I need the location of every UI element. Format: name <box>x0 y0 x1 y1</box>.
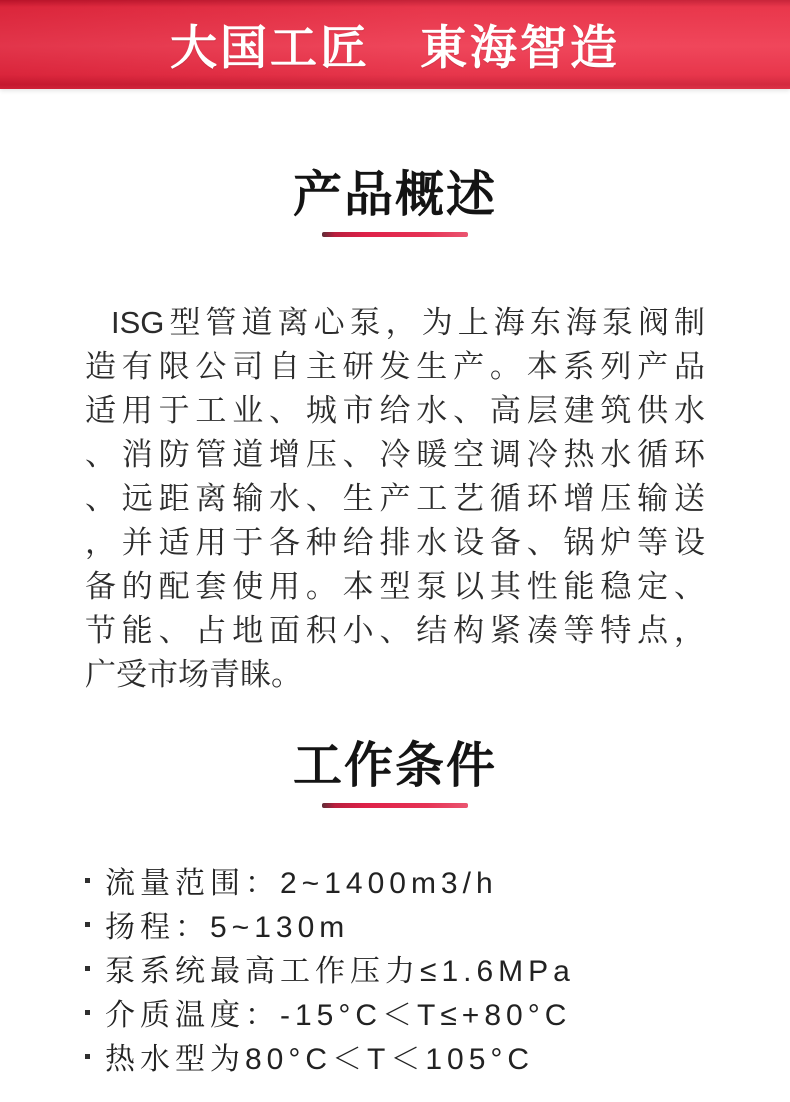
conditions-list <box>85 858 705 1078</box>
overview-paragraph <box>85 301 705 697</box>
top-banner <box>0 0 790 89</box>
square-bullet-icon <box>85 1010 90 1015</box>
condition-text: 扬程：5~130m <box>105 911 350 944</box>
overview-line: 广受市场青睐。 <box>85 657 302 692</box>
square-bullet-icon <box>85 1054 90 1059</box>
overview-line: 、远距离输水、生产工艺循环增压输送 <box>85 481 705 516</box>
condition-text: 流量范围：2~1400m3/h <box>105 867 498 900</box>
square-bullet-icon <box>85 966 90 971</box>
square-bullet-icon <box>85 878 90 883</box>
section-working-conditions <box>85 737 705 1078</box>
condition-item <box>85 902 705 946</box>
title-underline-decoration <box>322 803 468 808</box>
conditions-section-title: 工作条件 <box>292 739 497 793</box>
overview-section-title: 产品概述 <box>292 168 497 222</box>
overview-line: ，并适用于各种给排水设备、锅炉等设 <box>85 525 705 560</box>
title-underline-decoration <box>322 232 468 237</box>
overview-line: 节能、占地面积小、结构紧凑等特点， <box>85 613 705 648</box>
square-bullet-icon <box>85 922 90 927</box>
overview-line: 适用于工业、城市给水、高层建筑供水 <box>85 393 705 428</box>
banner-title: 大国工匠 東海智造 <box>170 21 620 74</box>
condition-item <box>85 1034 705 1078</box>
condition-text: 介质温度：-15°C＜T≤+80°C <box>105 999 572 1032</box>
section-product-overview <box>85 166 705 697</box>
overview-line: ISG型管道离心泵，为上海东海泵阀制 <box>111 305 705 340</box>
condition-item <box>85 946 705 990</box>
page-content <box>0 166 790 1078</box>
overview-line: 备的配套使用。本型泵以其性能稳定、 <box>85 569 705 604</box>
condition-text: 泵系统最高工作压力≤1.6MPa <box>105 955 575 988</box>
overview-line: 、消防管道增压、冷暖空调冷热水循环 <box>85 437 705 472</box>
overview-line: 造有限公司自主研发生产。本系列产品 <box>85 349 705 384</box>
condition-item <box>85 990 705 1034</box>
condition-item <box>85 858 705 902</box>
condition-text: 热水型为80°C＜T＜105°C <box>105 1043 535 1076</box>
